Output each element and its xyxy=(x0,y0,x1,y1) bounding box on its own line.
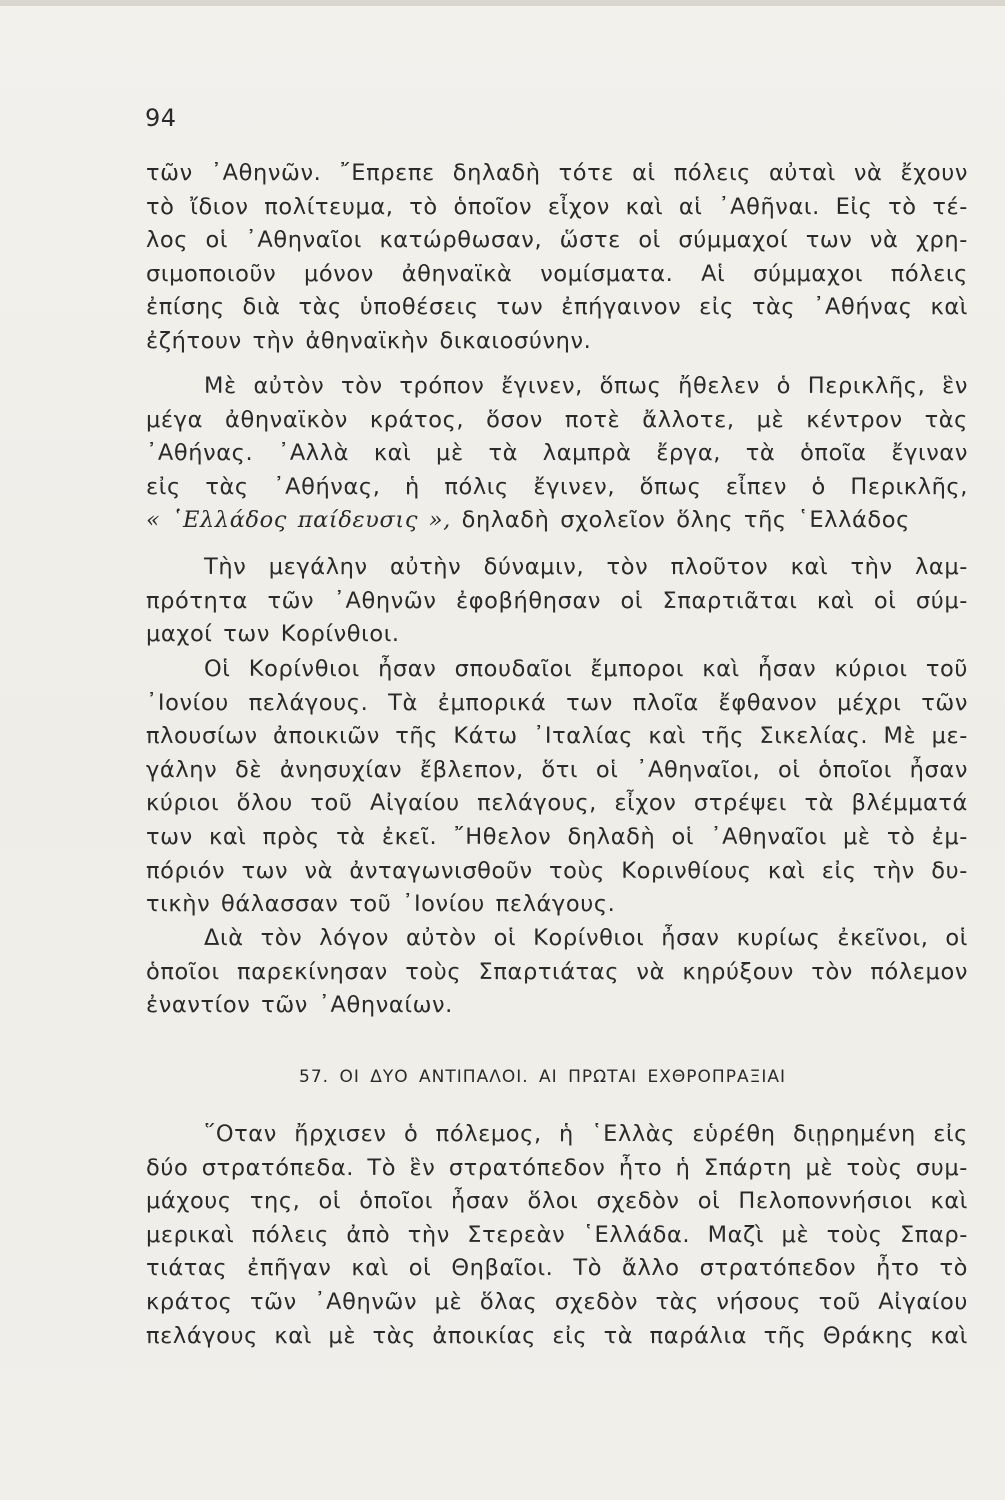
text-line: Τὴν μεγάλην αὐτὴν δύναμιν, τὸν πλοῦτον καὶ τὴν λαμ- xyxy=(204,554,968,580)
text-line: Μὲ αὐτὸν τὸν τρόπον ἔγινεν, ὅπως ἤθελεν ὁ Περικλῆς, ἓν xyxy=(204,373,968,399)
text-line: ὁποῖοι παρεκίνησαν τοὺς Σπαρτιάτας νὰ κηρύξουν τὸν πόλεμον xyxy=(146,958,968,985)
text-line: εἰς τὰς ᾿Αθήνας, ἡ πόλις ἔγινεν, ὅπως εἶπεν ὁ Περικλῆς, xyxy=(146,473,968,500)
paragraph-4 xyxy=(146,653,968,922)
paragraph-3 xyxy=(146,551,968,652)
text-line: πόριόν των νὰ ἀνταγωνισθοῦν τοὺς Κορινθίους καὶ εἰς τὴν δυ- xyxy=(146,857,968,884)
text-line: μέγα ἀθηναϊκὸν κράτος, ὅσον ποτὲ ἄλλοτε, μὲ κέντρον τὰς xyxy=(146,406,968,433)
text-line: κράτος τῶν ᾿Αθηνῶν μὲ ὅλας σχεδὸν τὰς νήσους τοῦ Αἰγαίου xyxy=(146,1288,968,1315)
text-line: σιμοποιοῦν μόνον ἀθηναϊκὰ νομίσματα. Αἱ σύμμαχοι πόλεις xyxy=(146,260,968,287)
text-line: πρότητα τῶν ᾿Αθηνῶν ἐφοβήθησαν οἱ Σπαρτιᾶται καὶ οἱ σύμ- xyxy=(146,587,968,614)
text-line: ῞Οταν ἤρχισεν ὁ πόλεμος, ἡ ῾Ελλὰς εὑρέθη διῃρημένη εἰς xyxy=(204,1121,968,1147)
text-line: μερικαὶ πόλεις ἀπὸ τὴν Στερεὰν ῾Ελλάδα. Μαζὶ μὲ τοὺς Σπαρ- xyxy=(146,1221,968,1248)
text-line: Διὰ τὸν λόγον αὐτὸν οἱ Κορίνθιοι ἦσαν κυρίως ἐκεῖνοι, οἱ xyxy=(204,925,968,951)
page-top-edge xyxy=(0,0,1005,6)
paragraph-1 xyxy=(146,157,968,359)
text-line: δύο στρατόπεδα. Τὸ ἓν στρατόπεδον ἦτο ἡ Σπάρτη μὲ τοὺς συμ- xyxy=(146,1154,968,1181)
quote-continuation: δηλαδὴ σχολεῖον ὅλης τῆς ῾Ελλάδος xyxy=(450,507,910,534)
text-line: κύριοι ὅλου τοῦ Αἰγαίου πελάγους, εἶχον στρέψει τὰ βλέμματά xyxy=(146,790,968,817)
quote-text: « ῾Ελλάδος παίδευσις », xyxy=(146,507,451,534)
text-line: ᾿Ιονίου πελάγους. Τὰ ἐμπορικά των πλοῖα ἔφθανον μέχρι τῶν xyxy=(146,689,968,716)
text-line: μάχους της, οἱ ὁποῖοι ἦσαν ὅλοι σχεδὸν οἱ Πελοποννήσιοι καὶ xyxy=(146,1188,968,1215)
text-line: ἐναντίον τῶν ᾿Αθηναίων. xyxy=(146,992,453,1019)
section-heading: 57. ΟΙ ΔΥΟ ΑΝΤΙΠΑΛΟΙ. ΑΙ ΠΡΩΤΑΙ ΕΧΘΡΟΠΡΑΞΙΑΙ xyxy=(299,1067,786,1087)
text-line: ἐπίσης διὰ τὰς ὑποθέσεις των ἐπήγαινον εἰς τὰς ᾿Αθήνας καὶ xyxy=(146,294,968,321)
text-line: πελάγους καὶ μὲ τὰς ἀποικίας εἰς τὰ παράλια τῆς Θράκης καὶ xyxy=(146,1322,968,1349)
text-line: τιάτας ἐπῆγαν καὶ οἱ Θηβαῖοι. Τὸ ἄλλο στρατόπεδον ἦτο τὸ xyxy=(146,1255,968,1282)
text-line: γάλην δὲ ἀνησυχίαν ἔβλεπον, ὅτι οἱ ᾿Αθηναῖοι, οἱ ὁποῖοι ἦσαν xyxy=(146,756,968,783)
text-line-quote xyxy=(146,504,968,538)
text-line: ᾿Αθήνας. ᾿Αλλὰ καὶ μὲ τὰ λαμπρὰ ἔργα, τὰ ὁποῖα ἔγιναν xyxy=(146,440,968,467)
paragraph-5 xyxy=(146,922,968,1023)
text-line: μαχοί των Κορίνθιοι. xyxy=(146,621,400,648)
text-line: τὸ ἴδιον πολίτευμα, τὸ ὁποῖον εἶχον καὶ αἱ ᾿Αθῆναι. Εἰς τὸ τέ- xyxy=(146,193,968,220)
paragraph-2 xyxy=(146,370,968,538)
section-paragraph xyxy=(146,1118,968,1353)
text-line: πλουσίων ἀποικιῶν τῆς Κάτω ᾿Ιταλίας καὶ τῆς Σικελίας. Μὲ με- xyxy=(146,723,968,750)
text-line: τικὴν θάλασσαν τοῦ ᾿Ιονίου πελάγους. xyxy=(146,891,616,918)
text-line: των καὶ πρὸς τὰ ἐκεῖ. ῎Ηθελον δηλαδὴ οἱ ᾿Αθηναῖοι μὲ τὸ ἐμ- xyxy=(146,823,968,850)
text-line: τῶν ᾿Αθηνῶν. ῎Επρεπε δηλαδὴ τότε αἱ πόλεις αὐταὶ νὰ ἔχουν xyxy=(146,160,968,186)
text-line: λος οἱ ᾿Αθηναῖοι κατώρθωσαν, ὥστε οἱ σύμμαχοί των νὰ χρη- xyxy=(146,227,968,254)
page-number: 94 xyxy=(145,104,177,132)
text-line: ἐζήτουν τὴν ἀθηναϊκὴν δικαιοσύνην. xyxy=(146,327,592,354)
text-line: Οἱ Κορίνθιοι ἦσαν σπουδαῖοι ἔμποροι καὶ ἦσαν κύριοι τοῦ xyxy=(204,656,968,682)
